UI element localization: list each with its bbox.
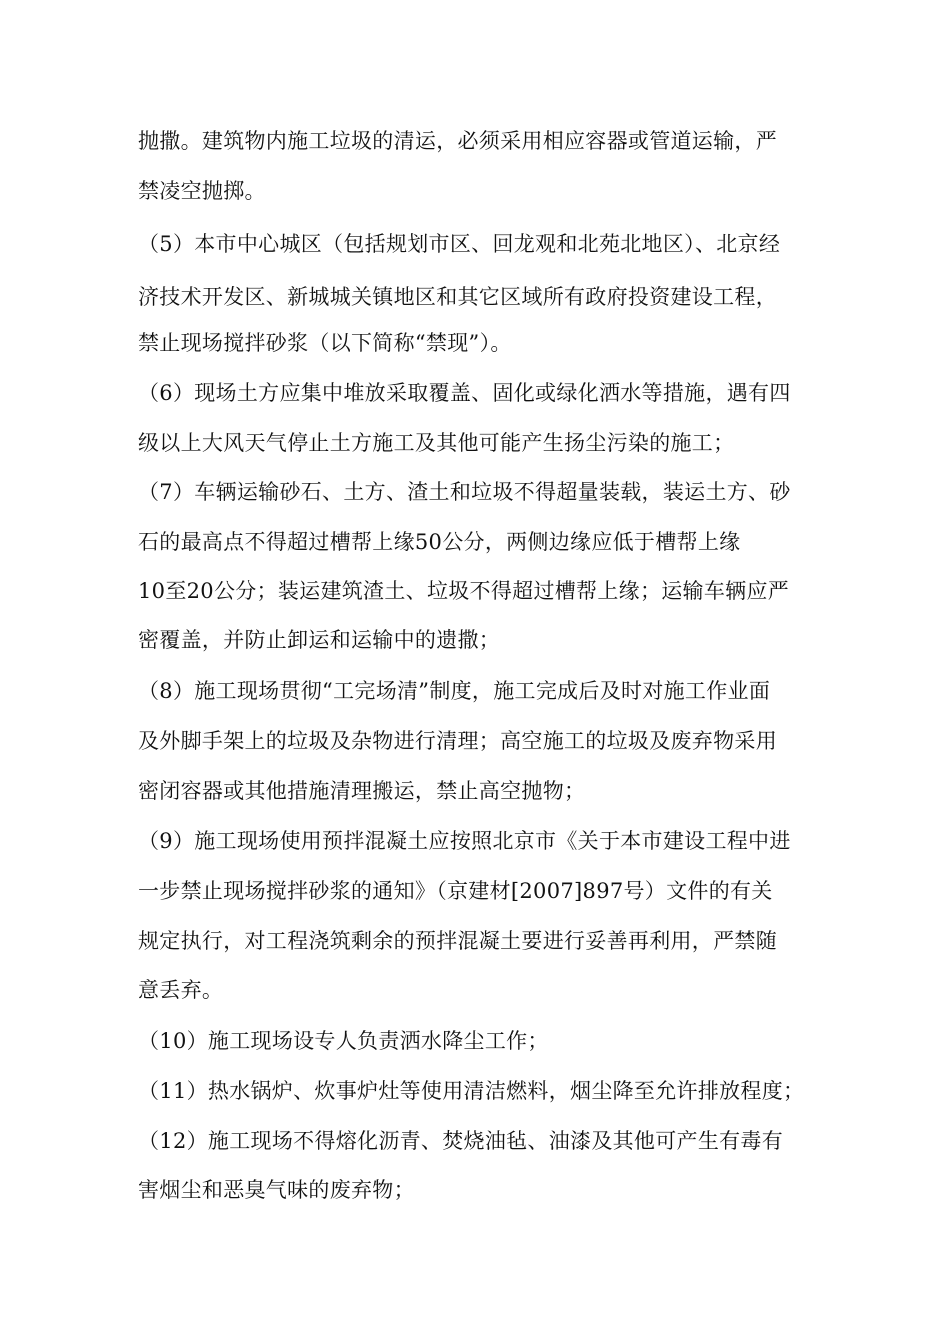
- text-line: 密覆盖，并防止卸运和运输中的遗撒；: [138, 628, 501, 652]
- text-line: 10至20公分；装运建筑渣土、垃圾不得超过槽帮上缘；运输车辆应严: [138, 579, 790, 603]
- text-line: 密闭容器或其他措施清理搬运，禁止高空抛物；: [138, 779, 586, 803]
- text-line: 抛撒。建筑物内施工垃圾的清运，必须采用相应容器或管道运输，严: [138, 129, 777, 153]
- text-line: （11）热水锅炉、炊事炉灶等使用清洁燃料，烟尘降至允许排放程度；: [138, 1079, 805, 1103]
- text-line: 禁凌空抛掷。: [138, 179, 266, 203]
- text-line: （5）本市中心城区（包括规划市区、回龙观和北苑北地区）、北京经: [138, 232, 781, 256]
- text-line: 禁止现场搅拌砂浆（以下简称“禁现”）。: [138, 331, 512, 355]
- text-line: 规定执行，对工程浇筑剩余的预拌混凝土要进行妥善再利用，严禁随: [138, 929, 777, 953]
- text-line: 济技术开发区、新城城关镇地区和其它区域所有政府投资建设工程，: [138, 285, 777, 309]
- text-line: （9）施工现场使用预拌混凝土应按照北京市《关于本市建设工程中进: [138, 829, 791, 853]
- text-line: 石的最高点不得超过槽帮上缘50公分，两侧边缘应低于槽帮上缘: [138, 530, 741, 554]
- text-line: 一步禁止现场搅拌砂浆的通知》（京建材[2007]897号）文件的有关: [138, 879, 773, 903]
- text-line: （12）施工现场不得熔化沥青、焚烧油毡、油漆及其他可产生有毒有: [138, 1129, 784, 1153]
- text-line: （8）施工现场贯彻“工完场清”制度，施工完成后及时对施工作业面: [138, 679, 771, 703]
- text-line: 及外脚手架上的垃圾及杂物进行清理；高空施工的垃圾及废弃物采用: [138, 729, 777, 753]
- text-line: （10）施工现场设专人负责洒水降尘工作；: [138, 1029, 549, 1053]
- text-line: （7）车辆运输砂石、土方、渣土和垃圾不得超量装载，装运土方、砂: [138, 480, 791, 504]
- text-line: 害烟尘和恶臭气味的废弃物；: [138, 1178, 415, 1202]
- text-line: 级以上大风天气停止土方施工及其他可能产生扬尘污染的施工；: [138, 431, 735, 455]
- text-line: （6）现场土方应集中堆放采取覆盖、固化或绿化洒水等措施，遇有四: [138, 381, 791, 405]
- text-line: 意丢弃。: [138, 978, 224, 1002]
